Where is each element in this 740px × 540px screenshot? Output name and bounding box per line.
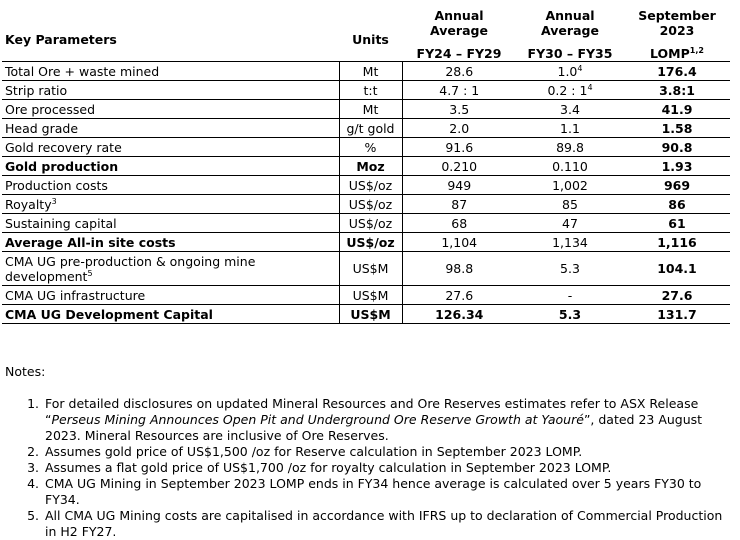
param-cell: Ore processed — [2, 100, 339, 119]
table-row — [2, 62, 730, 81]
note-item: 5. All CMA UG Mining costs are capitalised in accordance with IFRS up to declaration of Commercial Production in H2 FY27. — [43, 508, 730, 540]
table-row — [2, 233, 730, 252]
fy24-fy29-cell: 27.6 — [402, 286, 516, 305]
fy24-fy29-cell: 28.6 — [402, 62, 516, 81]
units-header: Units — [339, 8, 402, 62]
fy24-fy29-cell: 98.8 — [402, 252, 516, 286]
lomp-cell: 1,116 — [624, 233, 730, 252]
table-row — [2, 252, 730, 286]
fy30-fy35-cell: - — [516, 286, 624, 305]
units-cell: Mt — [339, 62, 402, 81]
fy24-fy29-cell: 0.210 — [402, 157, 516, 176]
fy30-fy35-cell: 89.8 — [516, 138, 624, 157]
table-row — [2, 305, 730, 324]
note-item: 4. CMA UG Mining in September 2023 LOMP ends in FY34 hence average is calculated over 5 years FY30 to FY34. — [43, 476, 730, 508]
param-cell: CMA UG Development Capital — [2, 305, 339, 324]
units-cell: Mt — [339, 100, 402, 119]
notes-section — [5, 364, 730, 540]
fy24-fy29-cell: 126.34 — [402, 305, 516, 324]
col-fy30-fy35-header: Annual Average FY30 – FY35 — [516, 8, 624, 62]
table-row — [2, 286, 730, 305]
param-cell: Total Ore + waste mined — [2, 62, 339, 81]
table-row — [2, 195, 730, 214]
col-fy24-fy29-header: Annual Average FY24 – FY29 — [402, 8, 516, 62]
notes-title: Notes: — [5, 364, 46, 379]
fy30-fy35-cell: 3.4 — [516, 100, 624, 119]
fy24-fy29-cell: 87 — [402, 195, 516, 214]
col-lomp-header: September 2023 LOMP$^{1,2}$ — [624, 8, 730, 62]
fy30-fy35-cell: 85 — [516, 195, 624, 214]
note-item: 2. Assumes gold price of US$1,500 /oz for Reserve calculation in September 2023 LOMP. — [43, 444, 730, 460]
lomp-cell: 41.9 — [624, 100, 730, 119]
fy24-fy29-cell: 68 — [402, 214, 516, 233]
fy30-fy35-cell: 1,002 — [516, 176, 624, 195]
table-row — [2, 100, 730, 119]
lomp-cell: 86 — [624, 195, 730, 214]
lomp-cell: 90.8 — [624, 138, 730, 157]
units-cell: % — [339, 138, 402, 157]
param-cell: Production costs — [2, 176, 339, 195]
fy24-fy29-cell: 4.7 : 1 — [402, 81, 516, 100]
param-cell: Gold production — [2, 157, 339, 176]
fy30-fy35-cell: 1.1 — [516, 119, 624, 138]
param-cell: Head grade — [2, 119, 339, 138]
fy30-fy35-cell: 0.110 — [516, 157, 624, 176]
key-parameters-table — [2, 8, 730, 324]
table-row — [2, 157, 730, 176]
units-cell: US$M — [339, 252, 402, 286]
table-row — [2, 81, 730, 100]
fy30-fy35-cell: 5.3 — [516, 252, 624, 286]
fy30-fy35-cell: $1.0^4$ — [516, 62, 624, 81]
lomp-cell: 131.7 — [624, 305, 730, 324]
param-cell: Average All-in site costs — [2, 233, 339, 252]
fy30-fy35-cell: 1,134 — [516, 233, 624, 252]
fy30-fy35-cell: 0.2 : $1^4$ — [516, 81, 624, 100]
units-cell: Moz — [339, 157, 402, 176]
fy24-fy29-cell: 2.0 — [402, 119, 516, 138]
units-cell: US$/oz — [339, 214, 402, 233]
param-cell: Sustaining capital — [2, 214, 339, 233]
fy24-fy29-cell: 1,104 — [402, 233, 516, 252]
lomp-cell: 61 — [624, 214, 730, 233]
lomp-cell: 104.1 — [624, 252, 730, 286]
lomp-cell: 1.93 — [624, 157, 730, 176]
table-row — [2, 119, 730, 138]
fy24-fy29-cell: 91.6 — [402, 138, 516, 157]
lomp-cell: 969 — [624, 176, 730, 195]
notes-list — [5, 396, 730, 540]
table-row — [2, 138, 730, 157]
lomp-cell: 1.58 — [624, 119, 730, 138]
param-cell: CMA UG pre-production & ongoing mine development$^5$ — [2, 252, 339, 286]
fy30-fy35-cell: 5.3 — [516, 305, 624, 324]
units-cell: US$/oz — [339, 195, 402, 214]
units-cell: US$/oz — [339, 176, 402, 195]
lomp-cell: 3.8:1 — [624, 81, 730, 100]
param-cell: Gold recovery rate — [2, 138, 339, 157]
table-row — [2, 176, 730, 195]
param-cell: Strip ratio — [2, 81, 339, 100]
fy24-fy29-cell: 949 — [402, 176, 516, 195]
units-cell: US$/oz — [339, 233, 402, 252]
units-cell: US$M — [339, 305, 402, 324]
units-cell: g/t gold — [339, 119, 402, 138]
param-cell: Royalty$^3$ — [2, 195, 339, 214]
lomp-cell: 176.4 — [624, 62, 730, 81]
units-cell: US$M — [339, 286, 402, 305]
note-item: 1. For detailed disclosures on updated Mineral Resources and Ore Reserves estimates refer to ASX Release “Perseus Mining Announces Open Pit and Underground Ore Reserve Growth at Yaouré”, dated 23 August 2023. Mineral Resources are inclusive of Ore Reserves. — [43, 396, 730, 444]
units-cell: t:t — [339, 81, 402, 100]
lomp-cell: 27.6 — [624, 286, 730, 305]
param-cell: CMA UG infrastructure — [2, 286, 339, 305]
key-parameters-header: Key Parameters — [2, 8, 339, 62]
note-item: 3. Assumes a flat gold price of US$1,700 /oz for royalty calculation in September 2023 LOMP. — [43, 460, 730, 476]
fy30-fy35-cell: 47 — [516, 214, 624, 233]
fy24-fy29-cell: 3.5 — [402, 100, 516, 119]
table-row — [2, 214, 730, 233]
table-header-row — [2, 8, 730, 62]
